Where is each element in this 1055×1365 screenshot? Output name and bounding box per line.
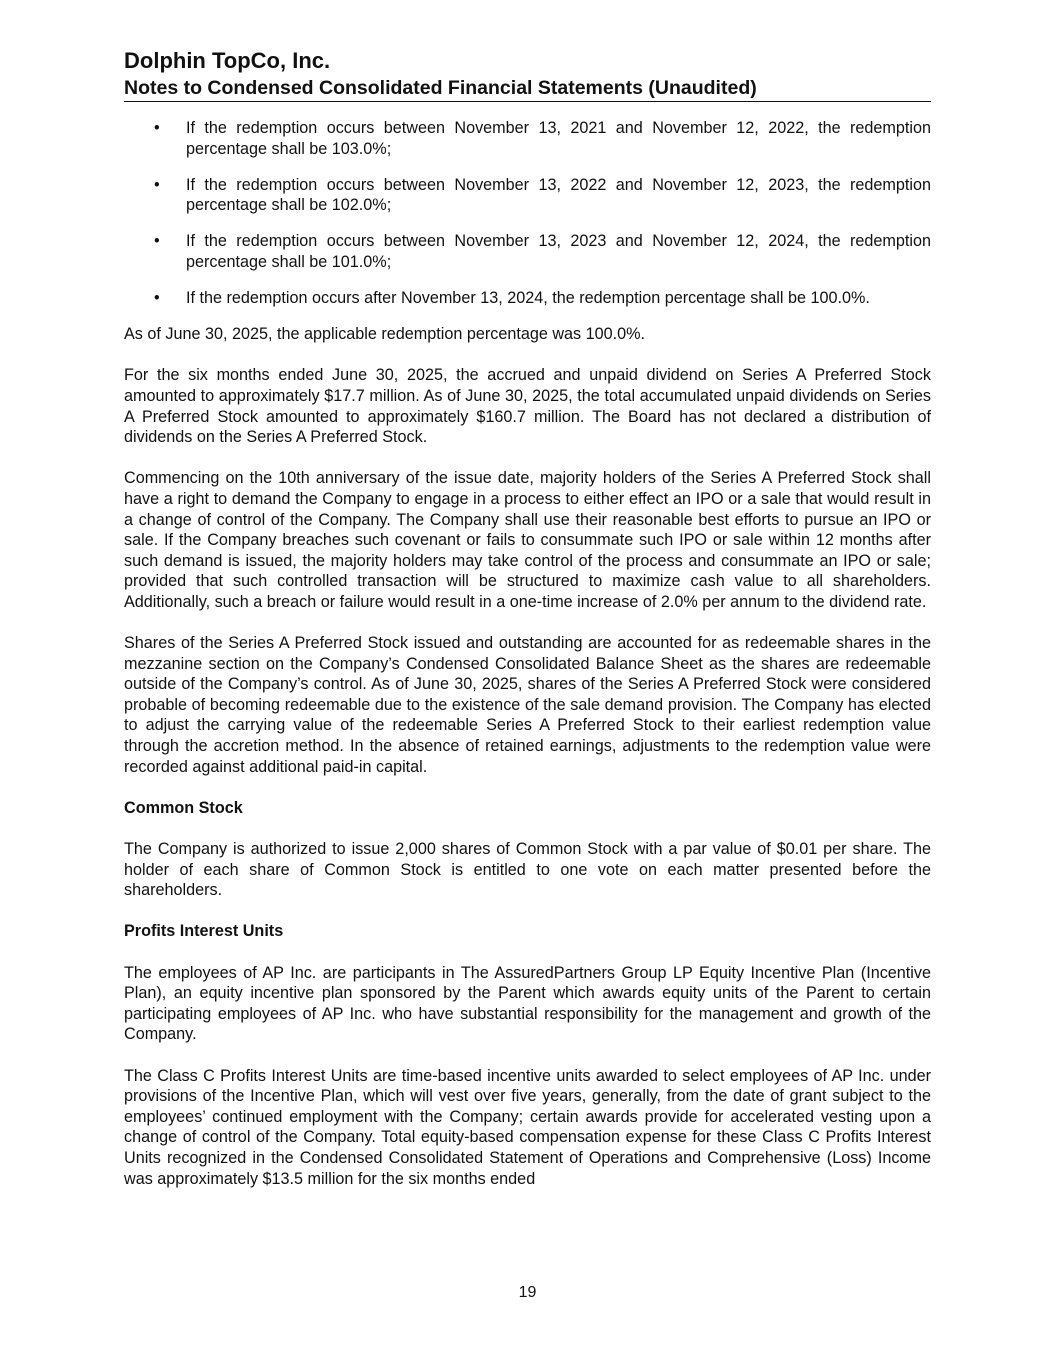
paragraph-redemption-percentage: As of June 30, 2025, the applicable redemption percentage was 100.0%. <box>124 325 646 344</box>
bullet-icon: • <box>154 119 160 137</box>
document-page <box>124 48 931 1210</box>
bullet-icon: • <box>154 175 160 194</box>
bullet-icon: • <box>154 232 160 251</box>
list-item <box>124 118 931 159</box>
redemption-schedule-list <box>124 118 931 309</box>
paragraph-common-stock: The Company is authorized to issue 2,000 shares of Common Stock with a par value of $0.01 per share. The holder of each share of Common Stock is entitled to one vote on each matter presented before the shareholders. <box>124 840 931 900</box>
bullet-icon: • <box>154 289 160 308</box>
list-item <box>124 175 931 216</box>
list-item-text: If the redemption occurs between November 13, 2023 and November 12, 2024, the redemption percentage shall be 101.0%; <box>186 232 931 271</box>
heading-profits-interest-units: Profits Interest Units <box>124 922 284 941</box>
paragraph-class-c-units: The Class C Profits Interest Units are time-based incentive units awarded to select employees of AP Inc. under provisions of the Incentive Plan, which will vest over five years, generally, from the date of grant subject to the employees’ continued employment with the Company; certain awards provide for accelerated vesting upon a change of control of the Company. Total equity-based compensation expense for these Class C Profits Interest Units recognized in the Condensed Consolidated Statement of Operations and Comprehensive (Loss) Income was approximately $13.5 million for the six months ended <box>124 1066 931 1188</box>
section-title: Notes to Condensed Consolidated Financial Statements (Unaudited) <box>124 77 931 102</box>
paragraph-incentive-plan: The employees of AP Inc. are participants in The AssuredPartners Group LP Equity Incentive Plan (Incentive Plan), an equity incentive plan sponsored by the Parent which awards equity units of the Parent to certain participating employees of AP Inc. who have substantial responsibility for the management and growth of the Company. <box>124 963 931 1044</box>
heading-common-stock: Common Stock <box>124 798 243 817</box>
paragraph-mezzanine: Shares of the Series A Preferred Stock issued and outstanding are accounted for as redeemable shares in the mezzanine section on the Company’s Condensed Consolidated Balance Sheet as the shares are redeemable outside of the Company’s control. As of June 30, 2025, shares of the Series A Preferred Stock were considered probable of becoming redeemable due to the existence of the sale demand provision. The Company has elected to adjust the carrying value of the redeemable Series A Preferred Stock to their earliest redemption value through the accretion method. In the absence of retained earnings, adjustments to the redemption value were recorded against additional paid-in capital. <box>124 634 931 776</box>
list-item-text: If the redemption occurs after November 13, 2024, the redemption percentage shall be 100.0%. <box>186 289 870 308</box>
paragraph-dividends: For the six months ended June 30, 2025, the accrued and unpaid dividend on Series A Preferred Stock amounted to approximately $17.7 million. As of June 30, 2025, the total accumulated unpaid dividends on Series A Preferred Stock amounted to approximately $160.7 million. The Board has not declared a distribution of dividends on the Series A Preferred Stock. <box>124 366 931 447</box>
paragraph-sale-demand: Commencing on the 10th anniversary of the issue date, majority holders of the Series A Preferred Stock shall have a right to demand the Company to engage in a process to either effect an IPO or a sale that would result in a change of control of the Company. The Company shall use their reasonable best efforts to pursue an IPO or sale. If the Company breaches such covenant or fails to consummate such IPO or sale within 12 months after such demand is issued, the majority holders may take control of the process and consummate an IPO or sale; provided that such controlled transaction will be structured to maximize cash value to all shareholders. Additionally, such a breach or failure would result in a one-time increase of 2.0% per annum to the dividend rate. <box>124 469 931 611</box>
list-item-text: If the redemption occurs between November 13, 2022 and November 12, 2023, the redemption percentage shall be 102.0%; <box>186 175 931 215</box>
list-item <box>124 288 931 309</box>
company-name: Dolphin TopCo, Inc. <box>124 48 331 73</box>
list-item <box>124 231 931 272</box>
page-number: 19 <box>518 1284 537 1301</box>
list-item-text: If the redemption occurs between November 13, 2021 and November 12, 2022, the redemption percentage shall be 103.0%; <box>186 119 931 158</box>
